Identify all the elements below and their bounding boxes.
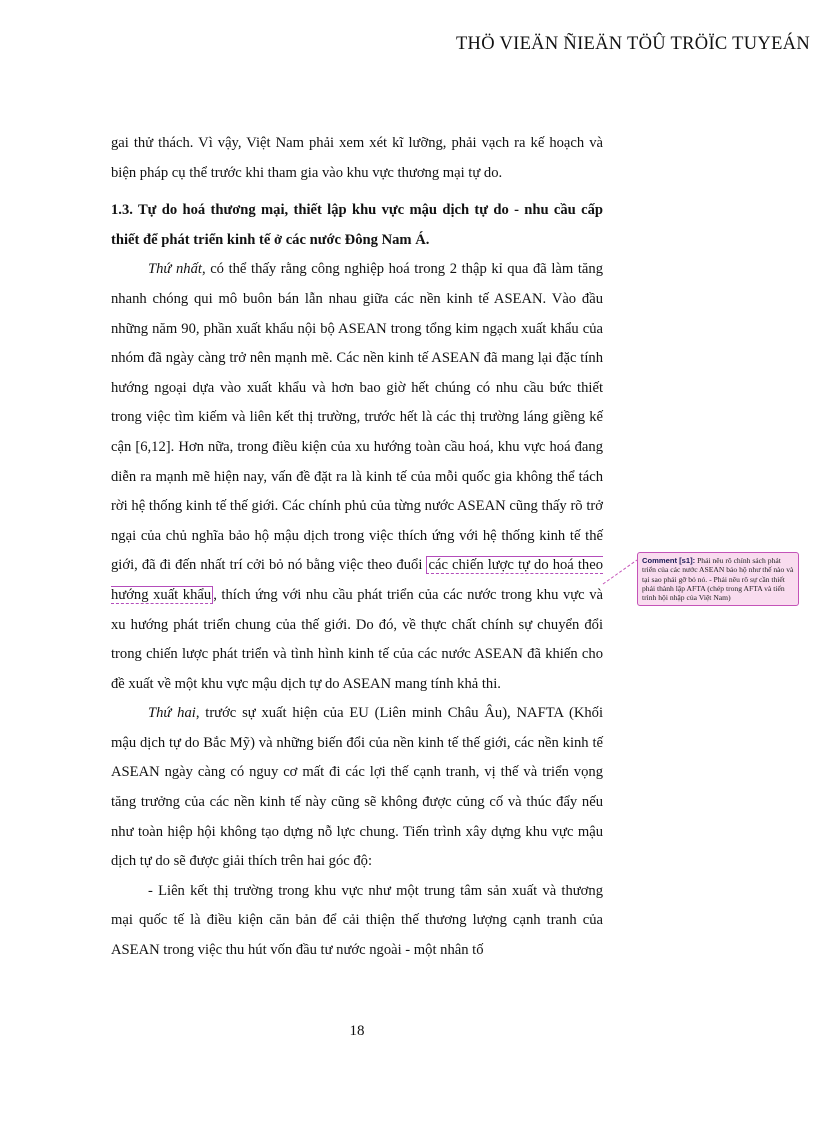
- paragraph-bullet: - Liên kết thị trường trong khu vực như một trung tâm sản xuất và thương mại quốc tế là điều kiện căn bản để cải thiện thế thương lượng cạnh tranh của ASEAN trong việc thu hút vốn đầu tư nước ngoài - một nhân tố: [111, 882, 603, 959]
- paragraph-intro: gai thử thách. Vì vậy, Việt Nam phải xem xét kĩ lưỡng, phải vạch ra kế hoạch và biện pháp cụ thể trước khi tham gia vào khu vực thương mại tự do.: [111, 135, 603, 181]
- commented-text-highlight[interactable]: các chiến lược tự do hoá theo hướng xuất khẩu: [111, 557, 603, 603]
- comment-label: Comment [s1]:: [642, 556, 696, 565]
- comment-connector-path: [603, 560, 637, 584]
- page-number: 18: [349, 1023, 365, 1039]
- page-header-title: THÖ VIEÄN ÑIEÄN TÖÛ TRÖÏC TUYEÁN: [455, 34, 810, 54]
- lead-word: Thứ hai: [148, 705, 196, 722]
- comment-text: Phải nêu rõ chính sách phát triển của các nước ASEAN bảo hộ như thế nào và tại sao phải gỡ bỏ nó. - Phải nêu rõ sự cần thiết phải thành lập AFTA (chép trong AFTA và tiến trình hội nhập của Việt Nam): [642, 556, 794, 603]
- section-heading: 1.3. Tự do hoá thương mại, thiết lập khu vực mậu dịch tự do - nhu cầu cấp thiết để phát triển kinh tế ở các nước Đông Nam Á.: [111, 202, 603, 248]
- lead-word: Thứ nhất: [148, 261, 202, 278]
- comment-balloon[interactable]: [637, 552, 799, 606]
- paragraph-text: , có thể thấy rằng công nghiệp hoá trong 2 thập kỉ qua đã làm tăng nhanh chóng qui mô buôn bán lẫn nhau giữa các nền kinh tế ASEAN. Vào đầu những năm 90, phần xuất khẩu nội bộ ASEAN trong tổng kim ngạch xuất khẩu của nhóm đã ngày càng trở nên mạnh mẽ. Các nền kinh tế ASEAN đã mang lại đặc tính hướng ngoại dựa vào xuất khẩu và hơn bao giờ hết chúng có nhu cầu bức thiết trong việc tìm kiếm và liên kết thị trường, trước hết là các thị trường láng giềng kế cận [6,12]. Hơn nữa, trong điều kiện của xu hướng toàn cầu hoá, khu vực hoá đang diễn ra mạnh mẽ hiện nay, vấn đề đặt ra là kinh tế của mỗi quốc gia không thể tách rời hệ thống kinh tế thế giới. Các chính phủ của từng nước ASEAN cũng thấy rõ trở ngại của chủ nghĩa bảo hộ mậu dịch trong việc thích ứng với hệ thống kinh tế thế giới, đã đi đến nhất trí cởi bỏ nó bằng việc theo đuổi: [111, 261, 603, 574]
- paragraph-text: , thích ứng với nhu cầu phát triển của các nước trong khu vực và xu hướng phát triển chung của thế giới. Do đó, về thực chất chính sự chuyển đổi trong chiến lược phát triển và tình hình kinh tế của các nước ASEAN đã khiến cho đề xuất về một khu vực mậu dịch tự do ASEAN mang tính khả thi.: [111, 586, 604, 692]
- paragraph-text: , trước sự xuất hiện của EU (Liên minh Châu Âu), NAFTA (Khối mậu dịch tự do Bắc Mỹ) và những biến đổi của nền kinh tế thế giới, các nền kinh tế ASEAN ngày càng có nguy cơ mất đi các lợi thế cạnh tranh, vị thế và triển vọng tăng trưởng của các nền kinh tế này cũng sẽ không được củng cố và thúc đẩy nếu như toàn hiệp hội không tạo dựng nỗ lực chung. Tiến trình xây dựng khu vực mậu dịch tự do sẽ được giải thích trên hai góc độ:: [111, 705, 604, 870]
